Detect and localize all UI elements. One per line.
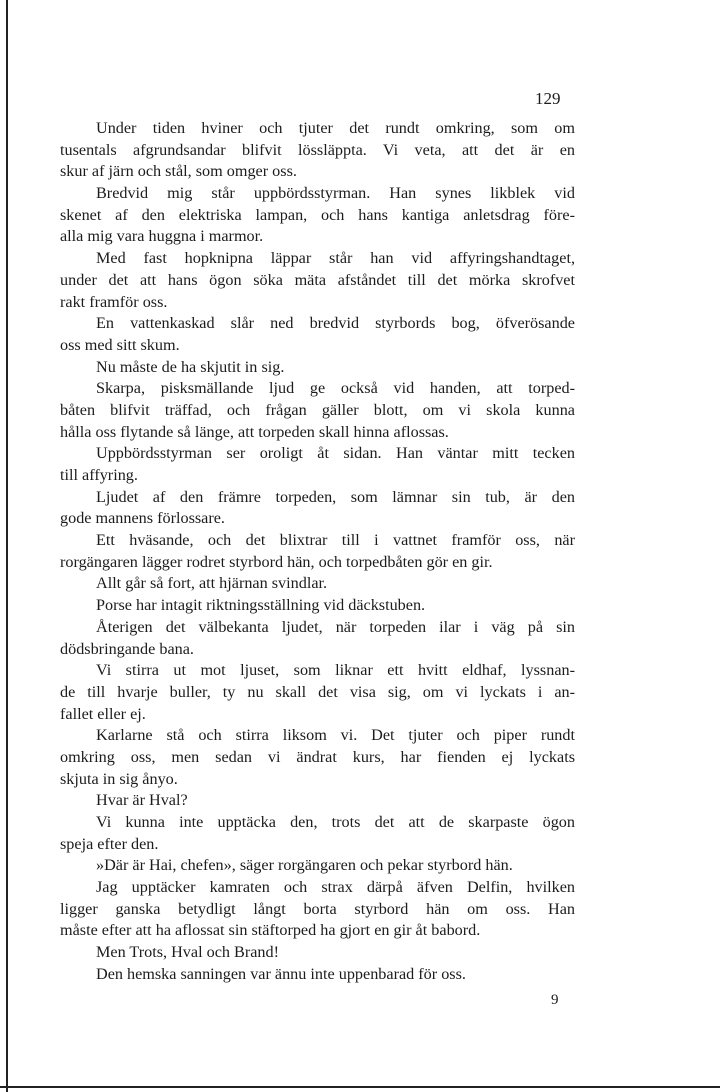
text-line: Uppbördsstyrman ser oroligt åt sidan. Han väntar mitt tecken: [96, 444, 575, 463]
text-line: rorgängaren lägger rodret styrbord hän, och torpedbåten gör en gir.: [60, 552, 493, 571]
text-line: Vi kunna inte upptäcka den, trots det att de skarpaste ögon: [96, 813, 575, 831]
page-edge-bottom: [0, 1086, 720, 1088]
text-line: Skarpa, pisksmällande ljud ge också vid handen, att torped-: [96, 379, 575, 398]
text-line: Karlarne stå och stirra liksom vi. Det tjuter och piper rundt: [96, 726, 575, 745]
text-line: till affyring.: [60, 466, 138, 484]
text-line: Bredvid mig står uppbördsstyrman. Han synes likblek vid: [96, 184, 575, 203]
text-line: Under tiden hviner och tjuter det rundt omkring, som om: [96, 119, 575, 137]
text-line: Men Trots, Hval och Brand!: [96, 943, 280, 962]
text-line: under det att hans ögon söka mäta afståndet till det mörka skrofvet: [60, 270, 575, 289]
text-line: alla mig vara huggna i marmor.: [60, 227, 264, 246]
text-line: skjuta in sig ånyo.: [60, 769, 178, 788]
text-line: fallet eller ej.: [60, 704, 146, 723]
text-line: oss med sitt skum.: [60, 335, 180, 354]
text-line: Hvar är Hval?: [96, 791, 188, 810]
text-line: måste efter att ha aflossat sin stäftorped ha gjort en gir åt babord.: [60, 921, 481, 940]
text-line: Allt går så fort, att hjärnan svindlar.: [96, 574, 328, 593]
text-line: Nu måste de ha skjutit in sig.: [96, 357, 285, 376]
text-line: Vi stirra ut mot ljuset, som liknar ett hvitt eldhaf, lyssnan-: [96, 661, 575, 680]
text-line: skur af järn och stål, som omger oss.: [60, 162, 297, 181]
text-line: Porse har intagit riktningsställning vid däckstuben.: [96, 596, 426, 615]
text-line: Jag upptäcker kamraten och strax därpå äfven Delfin, hvilken: [96, 878, 575, 897]
text-line: Återigen det välbekanta ljudet, när torpeden ilar i väg på sin: [96, 617, 575, 636]
page-number: 129: [535, 89, 561, 108]
text-line: rakt framför oss.: [60, 292, 168, 311]
text-line: omkring oss, men sedan vi ändrat kurs, har fienden ej lyckats: [60, 747, 575, 766]
text-line: tusentals afgrundsandar blifvit lössläppta. Vi veta, att det är en: [60, 140, 575, 159]
page-edge-left: [6, 0, 8, 1092]
text-line: gode mannens förlossare.: [60, 509, 225, 528]
text-line: »Där är Hai, chefen», säger rorgängaren och pekar styrbord hän.: [96, 856, 513, 875]
text-line: båten blifvit träffad, och frågan gäller blott, om vi skola kunna: [60, 400, 575, 419]
text-line: hålla oss flytande så länge, att torpeden skall hinna aflossas.: [60, 422, 449, 441]
text-line: skenet af den elektriska lampan, och hans kantiga anletsdrag före-: [60, 205, 575, 224]
text-line: Ett hväsande, och det blixtrar till i vattnet framför oss, när: [96, 531, 575, 550]
text-line: ligger ganska betydligt långt borta styrbord hän om oss. Han: [60, 899, 575, 918]
body-text: [60, 118, 575, 986]
text-line: dödsbringande bana.: [60, 639, 194, 658]
text-line: de till hvarje buller, ty nu skall det visa sig, om vi lyckats i an-: [60, 682, 575, 701]
text-line: Med fast hopknipna läppar står han vid affyringshandtaget,: [96, 249, 575, 268]
text-line: En vattenkaskad slår ned bredvid styrbords bog, öfverösande: [96, 314, 575, 333]
text-line: Den hemska sanningen var ännu inte uppenbarad för oss.: [96, 964, 466, 983]
text-line: speja efter den.: [60, 834, 159, 853]
signature-mark: 9: [551, 992, 559, 1008]
text-line: Ljudet af den främre torpeden, som lämnar sin tub, är den: [96, 487, 575, 506]
